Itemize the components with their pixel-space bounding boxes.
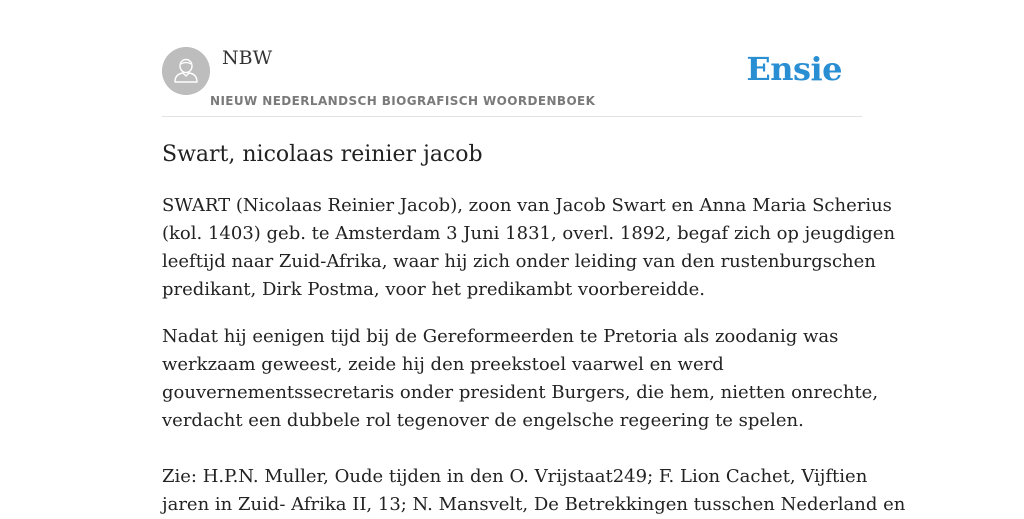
- paragraph-references: [162, 463, 906, 519]
- header: [162, 0, 862, 117]
- ensie-logo[interactable]: Ensie: [746, 50, 842, 88]
- text-line: (kol. 1403) geb. te Amsterdam 3 Juni 1831, overl. 1892, begaf zich op jeugdigen: [162, 223, 896, 244]
- paragraph-1: [162, 192, 896, 304]
- paragraph-2: [162, 323, 879, 435]
- text-line: jaren in Zuid- Afrika II, 13; N. Mansvelt, De Betrekkingen tusschen Nederland en: [162, 494, 906, 515]
- text-line: werkzaam geweest, zeide hij den preekstoel vaarwel en werd: [162, 354, 724, 375]
- text-line: predikant, Dirk Postma, voor het predikambt voorbereidde.: [162, 279, 705, 300]
- text-line: leeftijd naar Zuid-Afrika, waar hij zich onder leiding van den rustenburgschen: [162, 251, 876, 272]
- text-line: SWART (Nicolaas Reinier Jacob), zoon van Jacob Swart en Anna Maria Scherius: [162, 195, 892, 216]
- article-title: Swart, nicolaas reinier jacob: [162, 142, 483, 167]
- page: [162, 0, 906, 515]
- user-avatar-icon[interactable]: [162, 47, 210, 95]
- author-subtitle: NIEUW NEDERLANDSCH BIOGRAFISCH WOORDENBOEK: [210, 94, 596, 108]
- text-line: Zie: H.P.N. Muller, Oude tijden in den O. Vrijstaat249; F. Lion Cachet, Vijftien: [162, 466, 868, 487]
- author-name[interactable]: NBW: [222, 47, 273, 69]
- text-line: gouvernementssecretaris onder president Burgers, die hem, nietten onrechte,: [162, 382, 879, 403]
- text-line: verdacht een dubbele rol tegenover de engelsche regeering te spelen.: [162, 410, 804, 431]
- text-line: Nadat hij eenigen tijd bij de Gereformeerden te Pretoria als zoodanig was: [162, 326, 839, 347]
